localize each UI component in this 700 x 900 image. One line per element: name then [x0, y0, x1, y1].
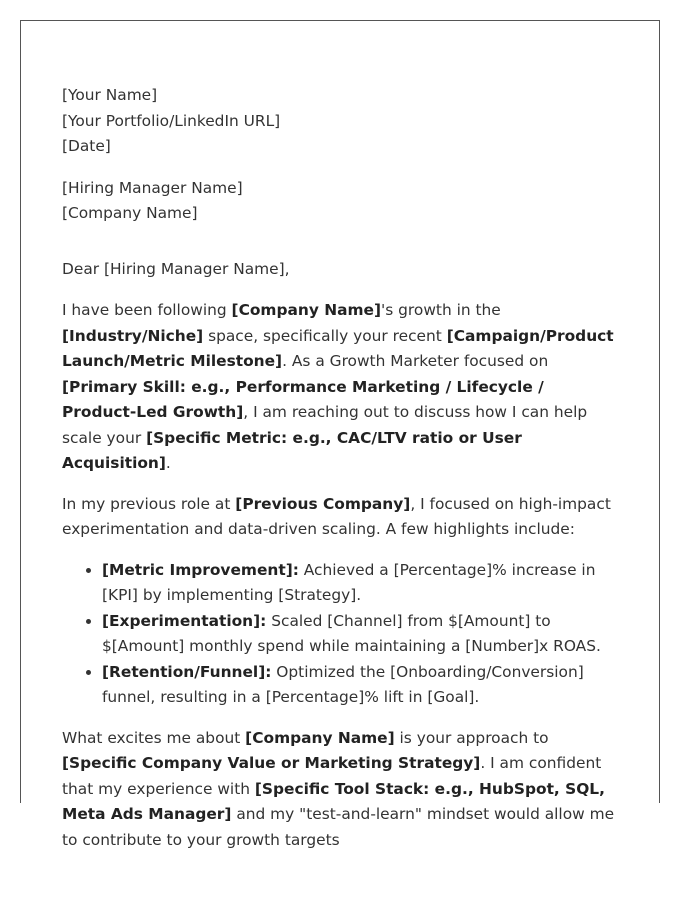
highlight-text: Optimized the [Onboarding/Conversion] funnel, resulting in a [Percentage]% lift in [Goal]. [102, 662, 584, 706]
placeholder-company-value: [Specific Company Value or Marketing Strategy] [62, 754, 481, 772]
recipient-manager: [Hiring Manager Name] [62, 178, 243, 197]
text: I have been following [62, 301, 232, 319]
text: 's growth in the [381, 301, 501, 319]
text: . [165, 454, 171, 472]
highlight-text: Achieved a [Percentage]% increase in [KPI] by implementing [Strategy]. [102, 560, 596, 604]
sender-name: [Your Name] [62, 86, 158, 104]
sender-block [62, 83, 622, 160]
sender-url: [Your Portfolio/LinkedIn URL] [62, 111, 281, 130]
list-item [102, 609, 622, 660]
recipient-company: [Company Name] [62, 204, 198, 222]
text: space, specifically your recent [203, 326, 447, 345]
placeholder-campaign: [Campaign/Product Launch/Metric Milestone] [62, 326, 614, 370]
placeholder-tool-stack: [Specific Tool Stack: e.g., HubSpot, SQL, Meta Ads Manager] [62, 779, 605, 823]
letter-date: [Date] [62, 137, 111, 155]
paragraph-experience [62, 492, 622, 543]
list-item [102, 558, 622, 609]
highlight-label: [Retention/Funnel]: [102, 662, 272, 681]
paragraph-motivation [62, 726, 622, 854]
text: What excites me about [62, 728, 246, 747]
highlights-list [62, 558, 622, 711]
text: , I focused on high-impact experimentation and data-driven scaling. A few highlights include: [62, 494, 611, 538]
text: , I am reaching out to discuss how I can help scale your [62, 403, 588, 447]
list-item [102, 660, 622, 711]
placeholder-previous-company: [Previous Company] [235, 494, 411, 513]
text: is your approach to [394, 728, 549, 747]
letter-content [62, 83, 622, 868]
recipient-block [62, 176, 622, 227]
paragraph-intro [62, 298, 622, 477]
letter-page [20, 20, 660, 849]
highlight-label: [Experimentation]: [102, 611, 267, 630]
text: . I am confident that my experience with [62, 754, 602, 798]
text: and my "test-and-learn" mindset would allow me to contribute to your growth targets [62, 805, 615, 849]
placeholder-industry: [Industry/Niche] [62, 326, 204, 345]
placeholder-primary-skill: [Primary Skill: e.g., Performance Marketing / Lifecycle / Product-Led Growth] [62, 377, 544, 421]
text: In my previous role at [62, 494, 236, 513]
highlight-text: Scaled [Channel] from $[Amount] to $[Amount] monthly spend while maintaining a [Number]x ROAS. [102, 611, 601, 655]
placeholder-company: [Company Name] [245, 728, 395, 747]
placeholder-specific-metric: [Specific Metric: e.g., CAC/LTV ratio or User Acquisition] [62, 428, 522, 472]
text: . As a Growth Marketer focused on [282, 352, 549, 370]
highlight-label: [Metric Improvement]: [102, 560, 299, 579]
placeholder-company: [Company Name] [231, 301, 381, 319]
salutation: Dear [Hiring Manager Name], [62, 259, 290, 278]
